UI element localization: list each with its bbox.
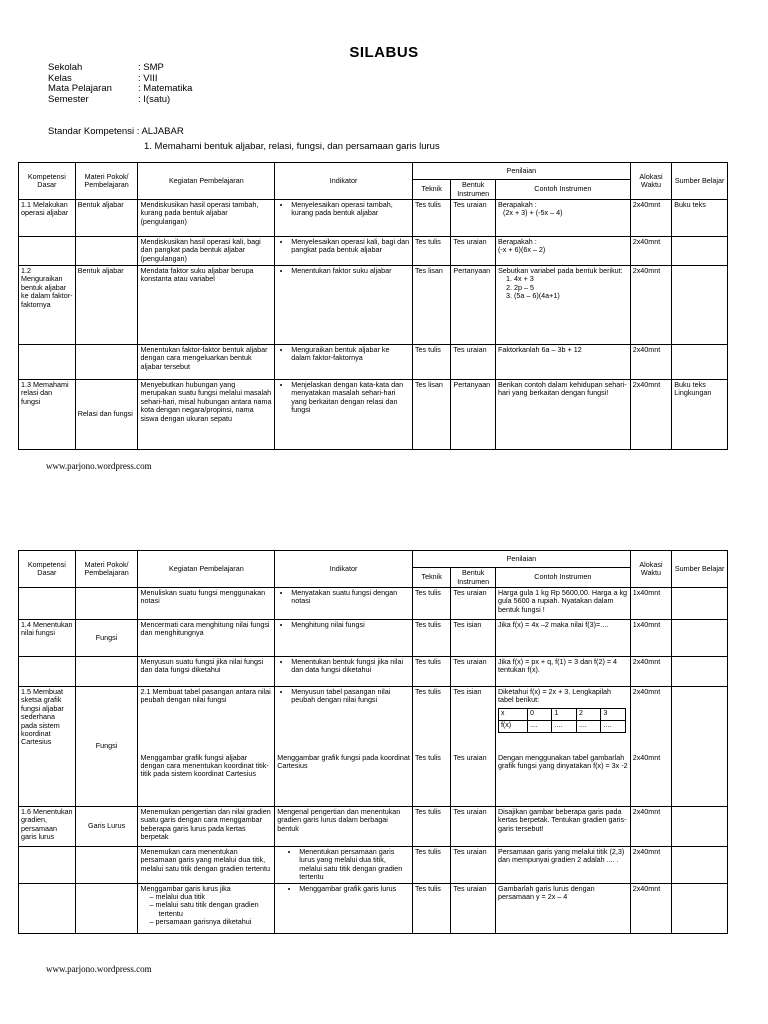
- indikator-item: • Menentukan persamaan garis lurus yang melalui dua titik, melalui satu titik dengan gradien tertentu: [299, 848, 410, 882]
- bentuk-cell: Tes uraian: [451, 200, 496, 237]
- bentuk-cell: Pertanyaan: [451, 380, 496, 450]
- kompetensi-cell: [19, 237, 76, 266]
- contoh-cell: Jika f(x) = px + q, f(1) = 3 dan f(2) = 4 tentukan f(x).: [495, 657, 630, 687]
- value-table-cell: 3: [601, 708, 626, 720]
- kegiatan-cell: Mendata faktor suku aljabar berupa konstanta atau variabel: [138, 266, 275, 345]
- contoh-cell: Persamaan garis yang melalui titik (2,3) dan mempunyai gradien 2 adalah .... .: [495, 847, 630, 884]
- table-row: [19, 687, 728, 753]
- alokasi-cell: 2x40mnt: [630, 807, 672, 847]
- sumber-cell: [672, 807, 728, 847]
- contoh-cell: Faktorkanlah 6a – 3b + 12: [495, 345, 630, 380]
- syllabus-table-2: [18, 550, 728, 934]
- teknik-cell: Tes tulis: [412, 883, 450, 933]
- contoh-line: (-x + 6)(6x – 2): [497, 245, 546, 255]
- value-table-cell: ....: [552, 720, 577, 732]
- indikator-cell: [275, 883, 413, 933]
- header-bentuk: Bentuk Instrumen: [451, 568, 496, 588]
- indikator-item: • Menentukan bentuk fungsi jika nilai dan data fungsi diketahui: [291, 658, 410, 675]
- header-contoh: Contoh Instrumen: [495, 568, 630, 588]
- indikator-item: • Menyatakan suatu fungsi dengan notasi: [291, 589, 410, 606]
- kegiatan-cell: Menentukan faktor-faktor bentuk aljabar dengan cara mengeluarkan bentuk aljabar tersebut: [138, 345, 275, 380]
- teknik-cell: Tes tulis: [412, 345, 450, 380]
- indikator-cell: [275, 687, 413, 753]
- value-table-cell: 1: [552, 708, 577, 720]
- header-sumber: Sumber Belajar: [672, 551, 728, 588]
- teknik-cell: Tes tulis: [412, 687, 450, 753]
- materi-cell: [75, 237, 138, 266]
- contoh-line: Sebutkan variabel pada bentuk berikut:: [497, 266, 623, 275]
- kegiatan-list: [140, 893, 272, 927]
- indikator-item: • Menyelesaikan operasi kali, bagi dan pangkat pada bentuk aljabar: [291, 238, 410, 255]
- value-table-cell: ....: [576, 720, 601, 732]
- table-row: [19, 200, 728, 237]
- header-contoh: Contoh Instrumen: [495, 180, 630, 200]
- materi-cell: [75, 588, 138, 620]
- indikator-cell: [275, 200, 413, 237]
- sumber-cell: Buku teks: [672, 200, 728, 237]
- bentuk-cell: Tes uraian: [451, 657, 496, 687]
- materi-cell: Relasi dan fungsi: [75, 380, 138, 450]
- list-item: – melalui dua titik: [158, 893, 272, 901]
- alokasi-cell: 2x40mnt: [630, 380, 672, 450]
- value-table-cell: ....: [601, 720, 626, 732]
- kegiatan-cell: Mendiskusikan hasil operasi kali, bagi dan pangkat pada bentuk aljabar (pengulangan): [138, 237, 275, 266]
- standar-kompetensi: Standar Kompetensi : ALJABAR: [48, 126, 184, 137]
- header-materi: Materi Pokok/ Pembelajaran: [75, 551, 138, 588]
- materi-cell: [75, 883, 138, 933]
- alokasi-cell: 2x40mnt: [630, 345, 672, 380]
- header-teknik: Teknik: [412, 180, 450, 200]
- header-kompetensi: Kompetensi Dasar: [19, 163, 76, 200]
- header-sumber: Sumber Belajar: [672, 163, 728, 200]
- value-table-cell: f(x): [498, 720, 527, 732]
- kegiatan-cell: Mendiskusikan hasil operasi tambah, kurang pada bentuk aljabar (pengulangan): [138, 200, 275, 237]
- bentuk-cell: Tes uraian: [451, 883, 496, 933]
- header-kegiatan: Kegiatan Pembelajaran: [138, 551, 275, 588]
- alokasi-cell: 2x40mnt: [630, 237, 672, 266]
- bentuk-cell: Tes uraian: [451, 753, 496, 807]
- indikator-item: • Menjelaskan dengan kata-kata dan menyatakan masalah sehari-hari yang berkaitan dengan relasi dan fungsi: [291, 381, 410, 415]
- kompetensi-cell: [19, 345, 76, 380]
- sumber-cell: Buku teks Lingkungan: [672, 380, 728, 450]
- table-row: [19, 588, 728, 620]
- info-row: [48, 63, 192, 74]
- sumber-cell: [672, 687, 728, 807]
- kompetensi-cell: 1.3 Memahami relasi dan fungsi: [19, 380, 76, 450]
- materi-cell: Fungsi: [75, 620, 138, 657]
- sumber-cell: [672, 266, 728, 345]
- indikator-cell: [275, 847, 413, 884]
- info-row: [48, 84, 192, 95]
- contoh-cell: Gambarlah garis lurus dengan persamaan y = 2x – 4: [495, 883, 630, 933]
- school-info: [48, 63, 192, 105]
- materi-cell: Garis Lurus: [75, 807, 138, 847]
- contoh-list: [498, 275, 628, 300]
- standar-kompetensi-item: 1. Memahami bentuk aljabar, relasi, fungsi, dan persamaan garis lurus: [144, 141, 440, 152]
- kegiatan-cell: Menuliskan suatu fungsi menggunakan notasi: [138, 588, 275, 620]
- kompetensi-cell: [19, 657, 76, 687]
- bentuk-cell: Pertanyaan: [451, 266, 496, 345]
- table-row: [19, 345, 728, 380]
- header-alokasi: Alokasi Waktu: [630, 163, 672, 200]
- indikator-cell: [275, 380, 413, 450]
- kegiatan-cell: Menemukan pengertian dan nilai gradien suatu garis dengan cara menggambar beberapa garis lurus pada kertas berpetak: [138, 807, 275, 847]
- sumber-cell: [672, 657, 728, 687]
- kompetensi-cell: [19, 847, 76, 884]
- contoh-cell: [495, 237, 630, 266]
- info-label: Semester: [48, 93, 89, 105]
- header-alokasi: Alokasi Waktu: [630, 551, 672, 588]
- contoh-cell: Disajikan gambar beberapa garis pada kertas berpetak. Tentukan gradien garis-garis tersebut!: [495, 807, 630, 847]
- teknik-cell: Tes tulis: [412, 807, 450, 847]
- kompetensi-cell: [19, 588, 76, 620]
- contoh-cell: Harga gula 1 kg Rp 5600,00. Harga a kg gula 5600 a rupiah. Nyatakan dalam bentuk fungsi !: [495, 588, 630, 620]
- indikator-cell: Mengenal pengertian dan menentukan gradien garis lurus dalam berbagai bentuk: [275, 807, 413, 847]
- teknik-cell: Tes lisan: [412, 266, 450, 345]
- kegiatan-cell: 2.1 Membuat tabel pasangan antara nilai peubah dengan nilai fungsi: [138, 687, 275, 753]
- indikator-item: • Menghitung nilai fungsi: [291, 621, 410, 629]
- materi-cell: [75, 345, 138, 380]
- footer-url: www.parjono.wordpress.com: [46, 964, 152, 974]
- list-item: – melalui satu titik dengan gradien tertentu: [158, 901, 272, 918]
- kompetensi-cell: 1.1 Melakukan operasi aljabar: [19, 200, 76, 237]
- header-materi: Materi Pokok/ Pembelajaran: [75, 163, 138, 200]
- teknik-cell: Tes tulis: [412, 200, 450, 237]
- info-label: Sekolah: [48, 62, 83, 73]
- info-label: Mata Pelajaran: [48, 83, 112, 94]
- bentuk-cell: Tes uraian: [451, 588, 496, 620]
- table-row: [19, 237, 728, 266]
- indikator-cell: [275, 345, 413, 380]
- materi-cell: [75, 657, 138, 687]
- teknik-cell: Tes tulis: [412, 847, 450, 884]
- indikator-cell: Menggambar grafik fungsi pada koordinat Cartesius: [275, 753, 413, 807]
- list-item: 3. (5a – 6)(4a+1): [514, 292, 628, 300]
- indikator-item: • Menguraikan bentuk aljabar ke dalam faktor-faktornya: [291, 346, 410, 363]
- contoh-cell: Jika f(x) = 4x –2 maka nilai f(3)=....: [495, 620, 630, 657]
- sumber-cell: [672, 883, 728, 933]
- kegiatan-cell: Menyusun suatu fungsi jika nilai fungsi dan data fungsi diketahui: [138, 657, 275, 687]
- teknik-cell: Tes lisan: [412, 380, 450, 450]
- header-penilaian: Penilaian: [412, 551, 630, 568]
- kegiatan-cell: Mencermati cara menghitung nilai fungsi dan menghitungnya: [138, 620, 275, 657]
- bentuk-cell: Tes uraian: [451, 847, 496, 884]
- list-item: – persamaan garisnya diketahui: [158, 918, 272, 926]
- info-value: : SMP: [138, 62, 164, 73]
- teknik-cell: Tes tulis: [412, 657, 450, 687]
- info-row: [48, 95, 192, 106]
- indikator-cell: [275, 237, 413, 266]
- info-value: : I(satu): [138, 93, 171, 105]
- value-table-cell: 0: [527, 708, 552, 720]
- value-table-cell: ....: [527, 720, 552, 732]
- info-value: : Matematika: [138, 83, 193, 94]
- contoh-line: Diketahui f(x) = 2x + 3. Lengkapilah tabel berikut:: [497, 687, 612, 705]
- indikator-cell: [275, 657, 413, 687]
- teknik-cell: Tes tulis: [412, 588, 450, 620]
- value-table: [498, 708, 626, 733]
- list-item: 2. 2p – 5: [514, 284, 628, 292]
- info-label: Kelas: [48, 72, 72, 84]
- footer-url: www.parjono.wordpress.com: [46, 461, 152, 471]
- header-indikator: Indikator: [275, 551, 413, 588]
- table-row: [19, 847, 728, 884]
- alokasi-cell: 2x40mnt: [630, 657, 672, 687]
- contoh-cell: Dengan menggunakan tabel gambarlah grafik fungsi yang dinyatakan f(x) = 3x -2: [495, 753, 630, 807]
- table-row: [19, 883, 728, 933]
- alokasi-cell: 1x40mnt: [630, 620, 672, 657]
- materi-cell: Bentuk aljabar: [75, 200, 138, 237]
- contoh-cell: [495, 200, 630, 237]
- header-indikator: Indikator: [275, 163, 413, 200]
- kompetensi-cell: 1.2 Menguraikan bentuk aljabar ke dalam faktor-faktornya: [19, 266, 76, 345]
- header-penilaian: Penilaian: [412, 163, 630, 180]
- indikator-item: • Menentukan faktor suku aljabar: [291, 267, 410, 275]
- list-item: 1. 4x + 3: [514, 275, 628, 283]
- contoh-line: (2x + 3) + (-5x – 4): [502, 208, 563, 218]
- indikator-item: • Menyusun tabel pasangan nilai peubah dengan nilai fungsi: [291, 688, 410, 705]
- materi-cell: Fungsi: [75, 687, 138, 807]
- table-row: [19, 380, 728, 450]
- teknik-cell: Tes tulis: [412, 237, 450, 266]
- kegiatan-cell: Menyebutkan hubungan yang merupakan suatu fungsi melalui masalah sehari-hari, misal hubungan antara nama kota dengan negara/propinsi, nama siswa dengan ukuran sepatu: [138, 380, 275, 450]
- indikator-item: • Menggambar grafik garis lurus: [299, 885, 410, 893]
- kegiatan-cell: Menemukan cara menentukan persamaan garis yang melalui dua titik, melalui satu titik dengan gradien tertentu: [138, 847, 275, 884]
- contoh-cell: [495, 266, 630, 345]
- header-teknik: Teknik: [412, 568, 450, 588]
- alokasi-cell: 2x40mnt: [630, 883, 672, 933]
- alokasi-cell: 2x40mnt: [630, 687, 672, 753]
- alokasi-cell: 2x40mnt: [630, 200, 672, 237]
- kegiatan-cell: [138, 883, 275, 933]
- bentuk-cell: Tes isian: [451, 620, 496, 657]
- header-kegiatan: Kegiatan Pembelajaran: [138, 163, 275, 200]
- sumber-cell: [672, 620, 728, 657]
- header-kompetensi: Kompetensi Dasar: [19, 551, 76, 588]
- alokasi-cell: 2x40mnt: [630, 266, 672, 345]
- contoh-line: Berapakah :: [497, 200, 537, 209]
- sumber-cell: [672, 588, 728, 620]
- syllabus-table-1: [18, 162, 728, 450]
- value-table-cell: x: [498, 708, 527, 720]
- teknik-cell: Tes tulis: [412, 753, 450, 807]
- bentuk-cell: Tes uraian: [451, 345, 496, 380]
- indikator-cell: [275, 620, 413, 657]
- table-row: [19, 266, 728, 345]
- bentuk-cell: Tes uraian: [451, 237, 496, 266]
- alokasi-cell: 2x40mnt: [630, 847, 672, 884]
- indikator-item: • Menyelesaikan operasi tambah, kurang pada bentuk aljabar: [291, 201, 410, 218]
- sumber-cell: [672, 345, 728, 380]
- contoh-line: Berapakah :: [497, 237, 537, 246]
- kegiatan-line: Menggambar garis lurus jika: [140, 883, 231, 893]
- alokasi-cell: 2x40mnt: [630, 753, 672, 807]
- contoh-cell: Berikan contoh dalam kehidupan sehari-hari yang berkaitan dengan fungsi!: [495, 380, 630, 450]
- bentuk-cell: Tes uraian: [451, 807, 496, 847]
- kompetensi-cell: [19, 883, 76, 933]
- indikator-cell: [275, 266, 413, 345]
- teknik-cell: Tes tulis: [412, 620, 450, 657]
- kompetensi-cell: 1.5 Membuat sketsa grafik fungsi aljabar sederhana pada sistem koordinat Cartesius: [19, 687, 76, 807]
- materi-cell: [75, 847, 138, 884]
- sumber-cell: [672, 847, 728, 884]
- alokasi-cell: 1x40mnt: [630, 588, 672, 620]
- table-row: [19, 657, 728, 687]
- value-table-cell: 2: [576, 708, 601, 720]
- info-value: : VIII: [138, 72, 158, 84]
- materi-cell: Bentuk aljabar: [75, 266, 138, 345]
- indikator-cell: [275, 588, 413, 620]
- header-bentuk: Bentuk Instrumen: [451, 180, 496, 200]
- sumber-cell: [672, 237, 728, 266]
- table-row: [19, 807, 728, 847]
- kompetensi-cell: 1.6 Menentukan gradien, persamaan garis lurus: [19, 807, 76, 847]
- bentuk-cell: Tes isian: [451, 687, 496, 753]
- page-title: SILABUS: [349, 44, 419, 61]
- kompetensi-cell: 1.4 Menentukan nilai fungsi: [19, 620, 76, 657]
- kegiatan-cell: Menggambar grafik fungsi aljabar dengan cara menentukan koordinat titik-titik pada sistem koordinat Cartesius: [138, 753, 275, 807]
- contoh-cell: [495, 687, 630, 753]
- table-row: [19, 620, 728, 657]
